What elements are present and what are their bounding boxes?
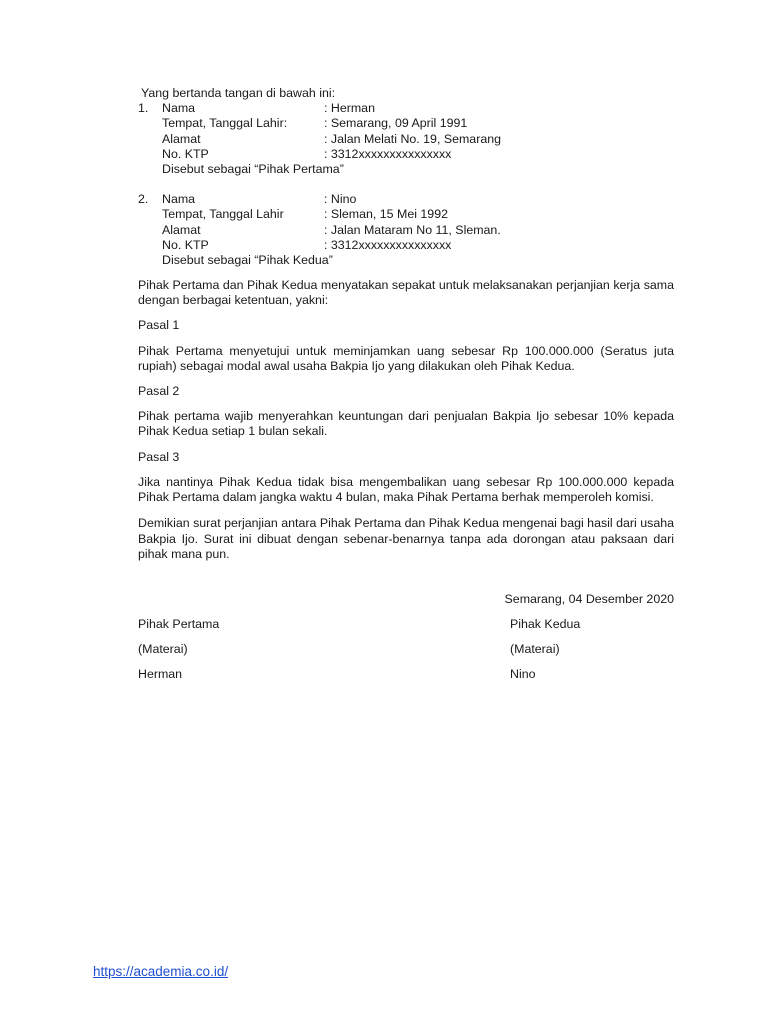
intro-text: Yang bertanda tangan di bawah ini: xyxy=(141,86,336,100)
party-field-ktp xyxy=(162,238,674,253)
first-party-stamp: (Materai) xyxy=(138,642,188,657)
field-value: : Nino xyxy=(324,192,357,207)
field-label: Alamat xyxy=(162,131,201,146)
signature-stamps xyxy=(138,642,674,657)
field-label: Alamat xyxy=(162,222,201,237)
first-party-name: Herman xyxy=(138,667,183,682)
field-label: Tempat, Tanggal Lahir: xyxy=(162,116,288,131)
contract-document xyxy=(138,86,674,683)
party-field-birth xyxy=(162,207,674,222)
party-designation: Disebut sebagai “Pihak Pertama” xyxy=(162,161,344,176)
signature-names xyxy=(138,667,674,682)
party-field-ktp xyxy=(162,147,674,162)
field-label: Nama xyxy=(162,192,196,207)
place-date: Semarang, 04 Desember 2020 xyxy=(504,591,674,606)
party-field-name xyxy=(162,192,674,207)
party-block-1 xyxy=(138,101,674,177)
party-number: 2. xyxy=(138,192,149,207)
article-heading-1: Pasal 1 xyxy=(138,318,180,333)
party-field-address xyxy=(162,223,674,238)
field-value: : 3312xxxxxxxxxxxxxxx xyxy=(324,237,452,252)
field-value: : Sleman, 15 Mei 1992 xyxy=(324,207,448,222)
agreement-statement: Pihak Pertama dan Pihak Kedua menyatakan sepakat untuk melaksanakan perjanjian kerja sama dengan berbagai ketentuan, yakni: xyxy=(138,278,674,308)
party-field-name xyxy=(162,101,674,116)
party-field-address xyxy=(162,132,674,147)
field-value: : 3312xxxxxxxxxxxxxxx xyxy=(324,146,452,161)
first-party-title: Pihak Pertama xyxy=(138,617,220,632)
article-heading-2: Pasal 2 xyxy=(138,384,180,399)
party-designation: Disebut sebagai “Pihak Kedua” xyxy=(162,252,333,267)
article-text-2: Pihak pertama wajib menyerahkan keuntungan dari penjualan Bakpia Ijo sebesar 10% kepada Pihak Kedua setiap 1 bulan sekali. xyxy=(138,409,674,439)
signature-titles xyxy=(138,617,674,632)
second-party-stamp: (Materai) xyxy=(510,642,560,657)
source-link[interactable]: https://academia.co.id/ xyxy=(93,964,229,979)
field-value: : Jalan Mataram No 11, Sleman. xyxy=(324,222,501,237)
party-block-2 xyxy=(138,192,674,268)
field-value: : Herman xyxy=(324,101,375,116)
article-text-1: Pihak Pertama menyetujui untuk meminjamkan uang sebesar Rp 100.000.000 (Seratus juta rupiah) sebagai modal awal usaha Bakpia Ijo yang dilakukan oleh Pihak Kedua. xyxy=(138,343,674,373)
party-field-birth xyxy=(162,116,674,131)
closing-paragraph: Demikian surat perjanjian antara Pihak Pertama dan Pihak Kedua mengenai bagi hasil dari usaha Bakpia Ijo. Surat ini dibuat dengan sebenar-benarnya tanpa ada dorongan atau paksaan dari pihak mana pun. xyxy=(138,516,674,561)
article-text-3: Jika nantinya Pihak Kedua tidak bisa mengembalikan uang sebesar Rp 100.000.000 kepada Pihak Pertama dalam jangka waktu 4 bulan, maka Pihak Pertama berhak memperoleh komisi. xyxy=(138,474,674,505)
second-party-name: Nino xyxy=(510,667,536,682)
field-value: : Jalan Melati No. 19, Semarang xyxy=(324,131,502,146)
field-label: No. KTP xyxy=(162,237,209,252)
article-heading-3: Pasal 3 xyxy=(138,449,180,464)
field-value: : Semarang, 09 April 1991 xyxy=(324,116,468,131)
party-number: 1. xyxy=(138,101,149,116)
field-label: Nama xyxy=(162,101,196,116)
field-label: Tempat, Tanggal Lahir xyxy=(162,207,284,222)
field-label: No. KTP xyxy=(162,146,209,161)
second-party-title: Pihak Kedua xyxy=(510,617,581,632)
